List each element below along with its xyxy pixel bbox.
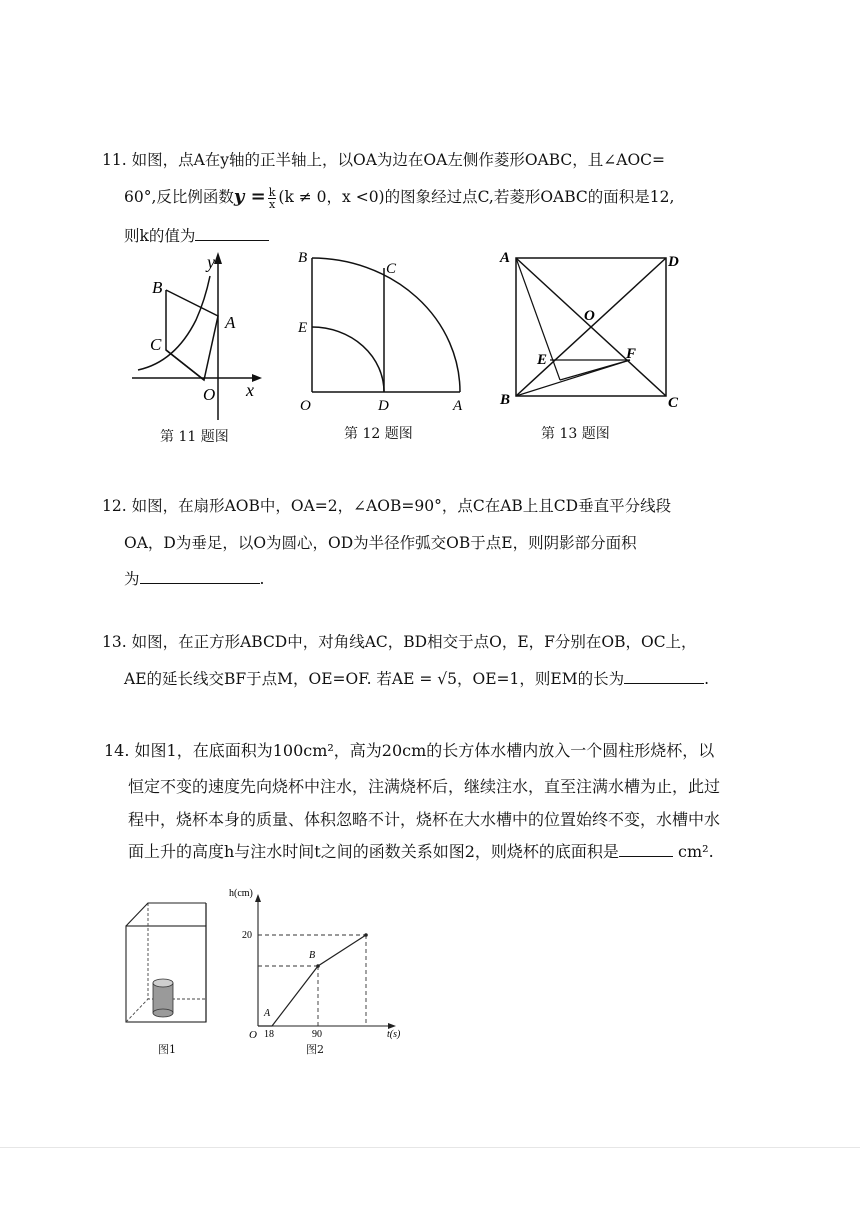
q14-fig2-ylabel: h(cm)	[229, 888, 253, 899]
q14-fig2-xlabel: t(s)	[387, 1029, 401, 1040]
q11-function-y: y =	[233, 186, 266, 207]
q11-frac-num: k	[268, 185, 276, 199]
q14-line-3: 程中，烧杯本身的质量、体积忽略不计，烧杯在大水槽中的位置始终不变，水槽中水	[128, 810, 721, 829]
q12-label-B: B	[298, 250, 308, 266]
q14-fig1-caption: 图1	[158, 1043, 176, 1056]
q11-label-O: O	[203, 385, 216, 404]
q14-fig2-caption: 图2	[306, 1043, 324, 1056]
q12-label-E: E	[298, 320, 308, 336]
q13-label-D: D	[668, 254, 679, 270]
q13-line-2-post: .	[704, 670, 710, 688]
q14-line-4-post: cm².	[678, 842, 714, 861]
q11-label-A: A	[225, 313, 236, 332]
q12-line-1: 12. 如图，在扇形AOB中，OA=2，∠AOB=90°，点C在AB上且CD垂直平分线段	[102, 497, 672, 515]
q13-line-1: 13. 如图，在正方形ABCD中，对角线AC，BD相交于点O，E，F分别在OB，OC上，	[102, 633, 697, 651]
q11-frac-den: x	[268, 197, 276, 211]
q14-fig2-ytick-20: 20	[242, 930, 252, 941]
q14-line-1: 14. 如图1，在底面积为100cm²，高为20cm的长方体水槽内放入一个圆柱形烧杯，以	[104, 741, 715, 760]
q11-line-2-pre: 60°,反比例函数	[124, 188, 234, 206]
q12-line-2: OA，D为垂足，以O为圆心，OD为半径作弧交OB于点E，则阴影部分面积	[124, 534, 637, 552]
q13-label-A: A	[500, 250, 511, 266]
q11-label-y: y	[207, 252, 215, 272]
page-bottom-divider	[0, 1147, 860, 1148]
q13-label-O: O	[584, 308, 595, 324]
q11-line-2-post: (k ≠ 0，x <0)的图象经过点C,若菱形OABC的面积是12,	[278, 188, 675, 206]
q11-line-3-text: 则k的值为	[124, 227, 196, 245]
q12-line-3-post: .	[259, 570, 265, 588]
q14-fig2-xtick-18: 18	[264, 1029, 274, 1040]
q14-fig2-point-A: A	[264, 1008, 271, 1019]
q13-label-F: F	[626, 346, 637, 362]
q14-fig2-xtick-90: 90	[312, 1029, 322, 1040]
q12-line-3-pre: 为	[124, 570, 140, 588]
q12-label-D: D	[378, 398, 389, 414]
q14-fig2-point-B: B	[309, 950, 316, 961]
q11-caption: 第 11 题图	[160, 429, 229, 445]
q12-label-O: O	[300, 398, 311, 414]
q14-fig2-origin: O	[249, 1029, 257, 1041]
q11-label-C: C	[150, 335, 162, 354]
q13-caption: 第 13 题图	[541, 426, 610, 442]
q13-label-B: B	[500, 392, 511, 408]
q12-caption: 第 12 题图	[344, 426, 413, 442]
q11-label-x: x	[246, 380, 254, 400]
q13-label-C: C	[668, 395, 679, 411]
q13-line-2-pre: AE的延长线交BF于点M，OE=OF. 若AE = √5，OE=1，则EM的长为	[124, 670, 625, 688]
q11-line-1: 11. 如图，点A在y轴的正半轴上，以OA为边在OA左侧作菱形OABC，且∠AOC=	[102, 151, 666, 169]
q14-line-4-pre: 面上升的高度h与注水时间t之间的函数关系如图2，则烧杯的底面积是	[128, 842, 619, 861]
q12-label-A: A	[453, 398, 463, 414]
q14-line-2: 恒定不变的速度先向烧杯中注水，注满烧杯后，继续注水，直至注满水槽为止，此过	[128, 777, 721, 796]
q11-label-B: B	[152, 278, 163, 297]
q13-label-E: E	[537, 352, 548, 368]
q12-label-C: C	[386, 261, 397, 277]
